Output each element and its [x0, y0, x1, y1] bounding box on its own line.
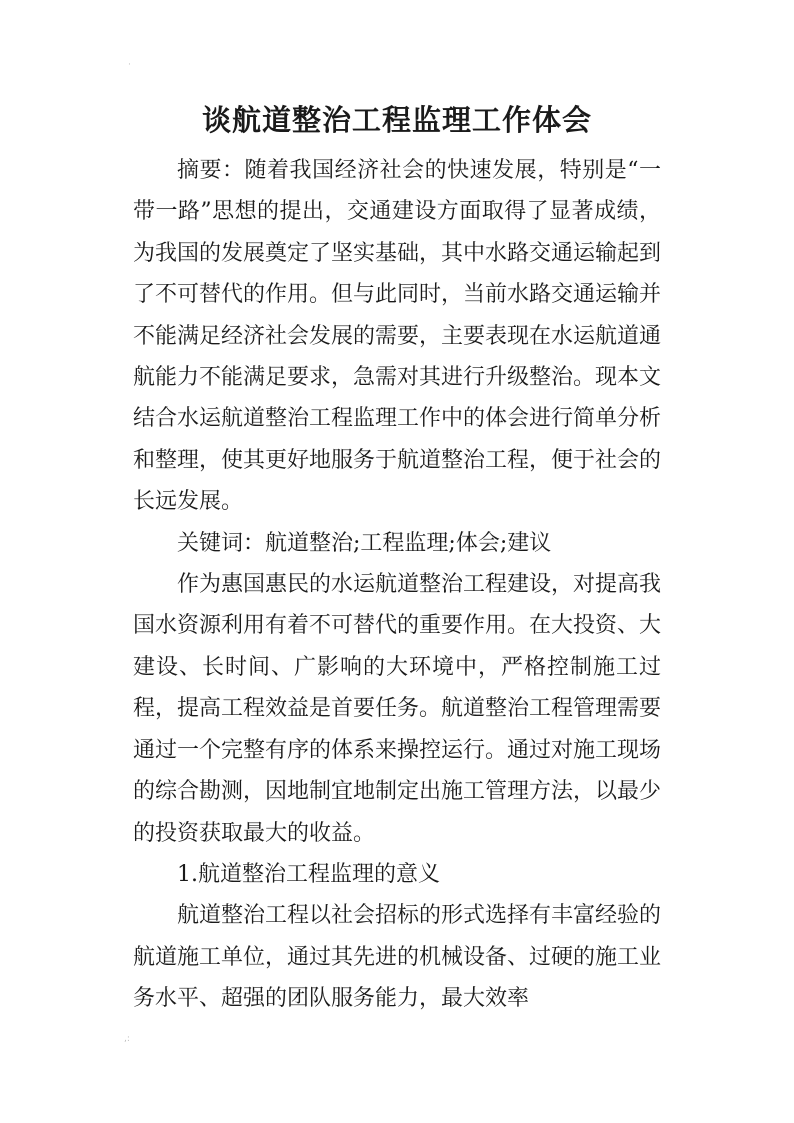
intro-paragraph: 作为惠国惠民的水运航道整治工程建设，对提高我国水资源利用有着不可替代的重要作用。在大投资、大建设、长时间、广影响的大环境中，严格控制施工过程，提高工程效益是首要任务。航道整治工程管理需要通过一个完整有序的体系来操控运行。通过对施工现场的综合勘测，因地制宜地制定出施工管理方法，以最少的投资获取最大的收益。 — [133, 572, 662, 846]
scan-speck-mark: ,: — [124, 1034, 130, 1044]
body-paragraph: 航道整治工程以社会招标的形式选择有丰富经验的航道施工单位，通过其先进的机械设备、过硬的施工业务水平、超强的团队服务能力，最大效率 — [133, 903, 662, 1012]
abstract-paragraph: 摘要：随着我国经济社会的快速发展，特别是“一带一路”思想的提出，交通建设方面取得了显著成绩，为我国的发展奠定了坚实基础，其中水路交通运输起到了不可替代的作用。但与此同时，当前水路交通运输并不能满足经济社会发展的需要，主要表现在水运航道通航能力不能满足要求，急需对其进行升级整治。现本文结合水运航道整治工程监理工作中的体会进行简单分析和整理，使其更好地服务于航道整治工程，便于社会的长远发展。 — [133, 158, 662, 515]
section-heading: 1.航道整治工程监理的意义 — [177, 861, 440, 887]
document-title: 谈航道整治工程监理工作体会 — [201, 103, 592, 137]
keywords-paragraph: 关键词：航道整治;工程监理;体会;建议 — [177, 530, 552, 556]
document-body — [133, 150, 661, 1020]
scan-speck-mark: · — [128, 60, 131, 70]
